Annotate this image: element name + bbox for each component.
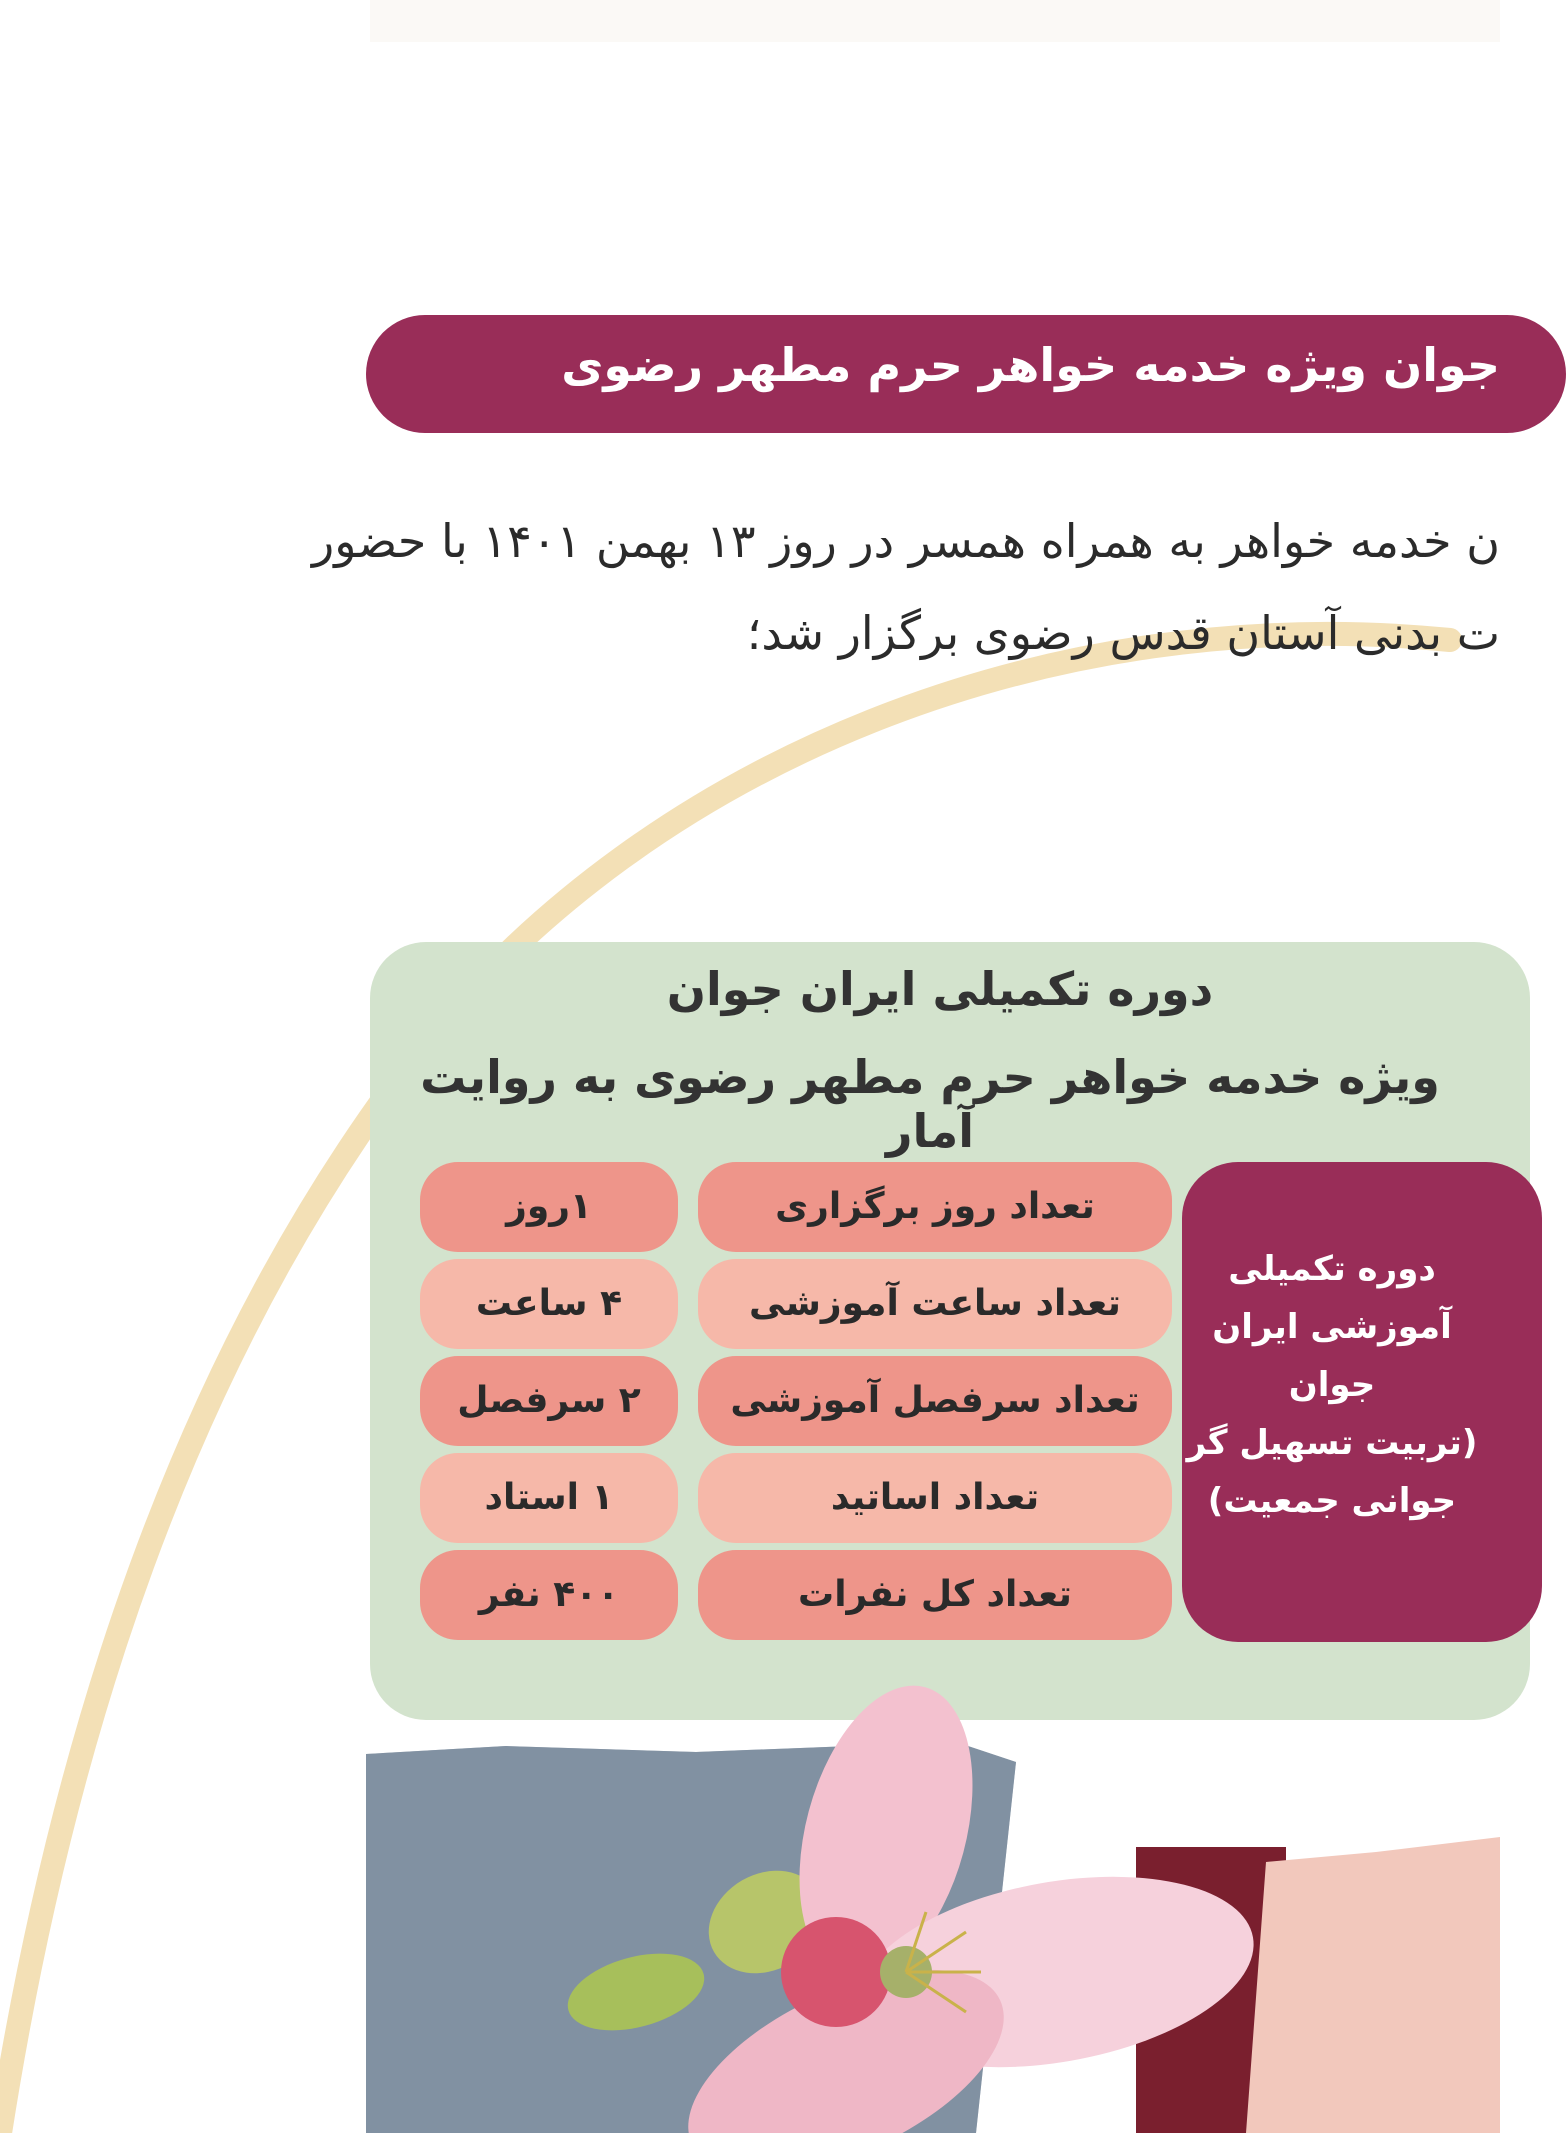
stat-label-days: تعداد روز برگزاری — [698, 1162, 1172, 1252]
course-side-line-4: جوانی جمعیت) — [1207, 1481, 1457, 1521]
flower-collage-image — [366, 1742, 1500, 2133]
stat-label-topics: تعداد سرفصل آموزشی — [698, 1356, 1172, 1446]
stat-label-hours: تعداد ساعت آموزشی — [698, 1259, 1172, 1349]
course-side-text — [1182, 1240, 1482, 1530]
course-side-line-3: (تربیت تسهیل گر — [1186, 1423, 1478, 1463]
stats-panel-title-1: دوره تکمیلی ایران جوان — [666, 962, 1214, 1016]
intro-line-1: ن خدمه خواهر به همراه همسر در روز ۱۳ بهمن ۱۴۰۱ با حضور — [312, 514, 1500, 568]
course-side-line-2: آموزشی ایران جوان — [1212, 1307, 1452, 1405]
stat-label-participants: تعداد کل نفرات — [698, 1550, 1172, 1640]
stat-value-topics: ۲ سرفصل — [420, 1356, 678, 1446]
page-title: جوان ویژه خدمه خواهر حرم مطهر رضوی — [561, 338, 1500, 392]
intro-paragraph — [312, 495, 1500, 679]
stat-value-hours: ۴ ساعت — [420, 1259, 678, 1349]
course-side-line-1: دوره تکمیلی — [1228, 1249, 1436, 1289]
stat-value-teachers: ۱ استاد — [420, 1453, 678, 1543]
intro-line-2: ت بدنی آستان قدس رضوی برگزار شد؛ — [746, 606, 1500, 660]
stat-label-teachers: تعداد اساتید — [698, 1453, 1172, 1543]
stat-value-participants: ۴۰۰ نفر — [420, 1550, 678, 1640]
stat-value-days: ۱روز — [420, 1162, 678, 1252]
stats-panel-title-2: ویژه خدمه خواهر حرم مطهر رضوی به روایت آمار — [420, 1050, 1440, 1158]
